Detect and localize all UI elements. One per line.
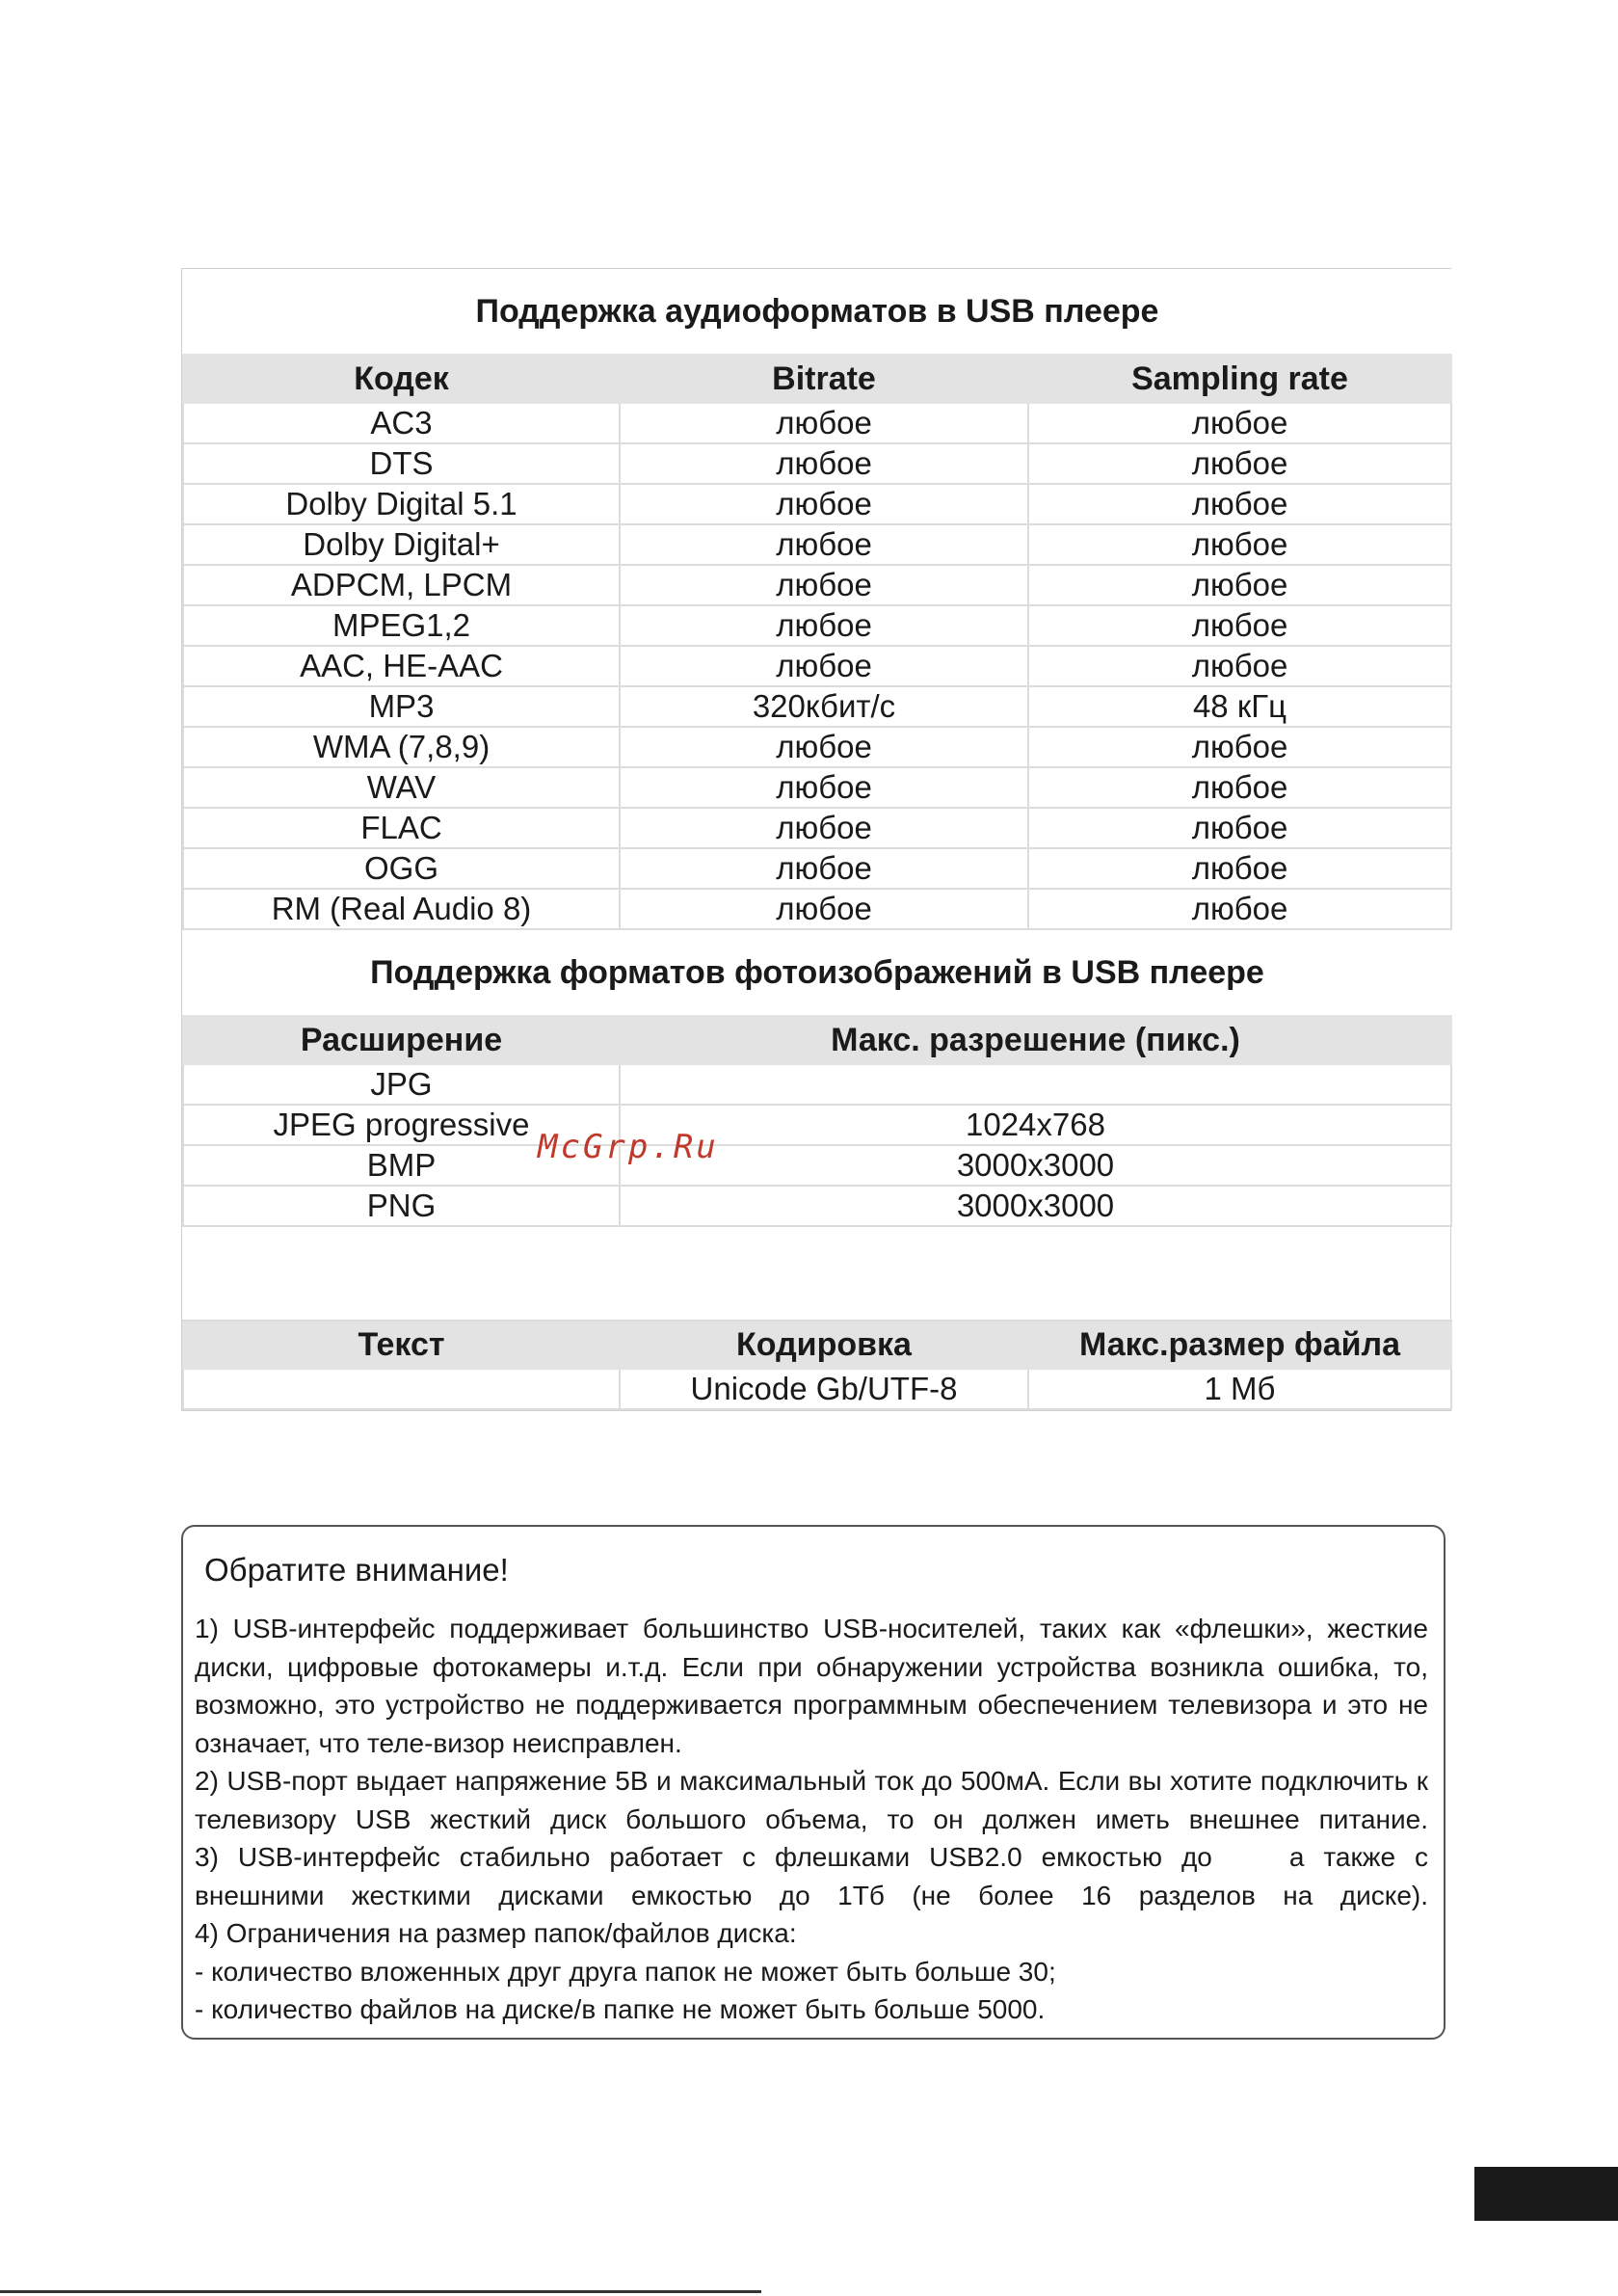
text-header-cell: Текст bbox=[183, 1321, 620, 1369]
footer-divider bbox=[0, 2290, 761, 2293]
photo-header-row bbox=[183, 1016, 1451, 1064]
notice-paragraph-3 bbox=[195, 1838, 1428, 1914]
audio-cell: ADPCM, LPCM bbox=[183, 565, 620, 605]
audio-row bbox=[183, 808, 1451, 848]
notice-paragraph-1: 1) USB-интерфейс поддерживает большинство USB-носителей, таких как «флешки», жесткие диски, цифровые фотокамеры и.т.д. Если при обнаружении устройства возникла ошибка, то, возможно, это устройство не поддерживается программным обеспечением телевизора и это не означает, что теле-визор неисправлен. bbox=[195, 1614, 1428, 1758]
photo-cell: 1024x768 bbox=[620, 1105, 1451, 1145]
audio-cell: любое bbox=[620, 565, 1028, 605]
photo-cell: 3000x3000 bbox=[620, 1145, 1451, 1186]
audio-cell: 320кбит/с bbox=[620, 686, 1028, 727]
audio-cell: RM (Real Audio 8) bbox=[183, 889, 620, 929]
audio-cell: любое bbox=[620, 484, 1028, 524]
audio-cell: WMA (7,8,9) bbox=[183, 727, 620, 767]
audio-row bbox=[183, 848, 1451, 889]
text-header-cell: Кодировка bbox=[620, 1321, 1028, 1369]
notice-paragraph-5: - количество вложенных друг друга папок не может быть больше 30; bbox=[195, 1956, 1056, 1987]
audio-cell: любое bbox=[620, 524, 1028, 565]
audio-cell: 48 кГц bbox=[1028, 686, 1451, 727]
photo-cell: JPEG progressive bbox=[183, 1105, 620, 1145]
formats-table-body bbox=[183, 269, 1451, 1409]
text-cell: Unicode Gb/UTF-8 bbox=[620, 1369, 1028, 1409]
audio-cell: любое bbox=[1028, 889, 1451, 929]
audio-row bbox=[183, 686, 1451, 727]
audio-cell: любое bbox=[620, 403, 1028, 443]
text-header-cell: Макс.размер файла bbox=[1028, 1321, 1451, 1369]
audio-cell: Dolby Digital 5.1 bbox=[183, 484, 620, 524]
photo-row bbox=[183, 1186, 1451, 1226]
audio-row bbox=[183, 646, 1451, 686]
formats-table bbox=[182, 269, 1452, 1410]
text-header-row bbox=[183, 1321, 1451, 1369]
audio-row bbox=[183, 403, 1451, 443]
notice-paragraph-2: 2) USB-порт выдает напряжение 5В и максимальный ток до 500мА. Если вы хотите подключить к телевизору USB жесткий диск большого объема, то он должен иметь внешнее питание. bbox=[195, 1766, 1428, 1834]
audio-cell: любое bbox=[1028, 767, 1451, 808]
audio-row bbox=[183, 605, 1451, 646]
photo-cell: 3000x3000 bbox=[620, 1186, 1451, 1226]
notice-box bbox=[181, 1525, 1446, 2040]
audio-cell: любое bbox=[1028, 727, 1451, 767]
audio-cell: OGG bbox=[183, 848, 620, 889]
audio-header-cell: Bitrate bbox=[620, 355, 1028, 403]
audio-table-title: Поддержка аудиоформатов в USB плеере bbox=[183, 269, 1451, 355]
audio-cell: AAC, HE-AAC bbox=[183, 646, 620, 686]
audio-cell: любое bbox=[1028, 848, 1451, 889]
photo-cell: PNG bbox=[183, 1186, 620, 1226]
audio-cell: любое bbox=[620, 767, 1028, 808]
photo-table-title: Поддержка форматов фотоизображений в USB плеере bbox=[183, 929, 1451, 1016]
audio-cell: любое bbox=[620, 443, 1028, 484]
text-row bbox=[183, 1369, 1451, 1409]
text-cell bbox=[183, 1369, 620, 1409]
notice-paragraph-3b: а также с внешними жесткими дисками емкостью до 1Тб (не более 16 разделов на диске). bbox=[195, 1842, 1429, 1910]
photo-title-row bbox=[183, 929, 1451, 1016]
audio-cell: любое bbox=[1028, 403, 1451, 443]
audio-row bbox=[183, 889, 1451, 929]
audio-row bbox=[183, 443, 1451, 484]
audio-cell: WAV bbox=[183, 767, 620, 808]
text-cell: 1 Мб bbox=[1028, 1369, 1451, 1409]
audio-cell: любое bbox=[1028, 565, 1451, 605]
audio-cell: FLAC bbox=[183, 808, 620, 848]
audio-cell: AC3 bbox=[183, 403, 620, 443]
audio-cell: любое bbox=[1028, 605, 1451, 646]
audio-cell: любое bbox=[1028, 443, 1451, 484]
audio-cell: любое bbox=[1028, 646, 1451, 686]
audio-cell: любое bbox=[620, 646, 1028, 686]
table-spacer bbox=[183, 1226, 1451, 1321]
audio-cell: любое bbox=[620, 727, 1028, 767]
photo-header-cell: Макс. разрешение (пикс.) bbox=[620, 1016, 1451, 1064]
audio-cell: Dolby Digital+ bbox=[183, 524, 620, 565]
audio-cell: любое bbox=[620, 605, 1028, 646]
audio-cell: MPEG1,2 bbox=[183, 605, 620, 646]
notice-paragraph-6: - количество файлов на диске/в папке не может быть больше 5000. bbox=[195, 1994, 1046, 2024]
audio-header-cell: Кодек bbox=[183, 355, 620, 403]
audio-row bbox=[183, 727, 1451, 767]
watermark: McGrp.Ru bbox=[538, 1128, 719, 1166]
spacer-row bbox=[183, 1226, 1451, 1321]
audio-header-cell: Sampling rate bbox=[1028, 355, 1451, 403]
audio-cell: любое bbox=[620, 808, 1028, 848]
photo-cell: JPG bbox=[183, 1064, 620, 1105]
photo-cell bbox=[620, 1064, 1451, 1105]
audio-cell: любое bbox=[620, 889, 1028, 929]
audio-cell: MP3 bbox=[183, 686, 620, 727]
photo-row bbox=[183, 1105, 1451, 1145]
notice-paragraph-3a: 3) USB-интерфейс стабильно работает с флешками USB2.0 емкостью до bbox=[195, 1842, 1212, 1872]
audio-title-row bbox=[183, 269, 1451, 355]
audio-cell: любое bbox=[620, 848, 1028, 889]
notice-paragraph-4: 4) Ограничения на размер папок/файлов диска: bbox=[195, 1918, 797, 1948]
page-number-tab bbox=[1474, 2167, 1618, 2221]
photo-cell: BMP bbox=[183, 1145, 620, 1186]
audio-cell: любое bbox=[1028, 524, 1451, 565]
audio-row bbox=[183, 484, 1451, 524]
photo-row bbox=[183, 1145, 1451, 1186]
audio-row bbox=[183, 565, 1451, 605]
audio-header-row bbox=[183, 355, 1451, 403]
audio-row bbox=[183, 767, 1451, 808]
photo-row bbox=[183, 1064, 1451, 1105]
photo-header-cell: Расширение bbox=[183, 1016, 620, 1064]
notice-title: Обратите внимание! bbox=[204, 1552, 509, 1588]
formats-sheet bbox=[181, 268, 1451, 1411]
audio-cell: любое bbox=[1028, 808, 1451, 848]
audio-cell: DTS bbox=[183, 443, 620, 484]
audio-row bbox=[183, 524, 1451, 565]
audio-cell: любое bbox=[1028, 484, 1451, 524]
